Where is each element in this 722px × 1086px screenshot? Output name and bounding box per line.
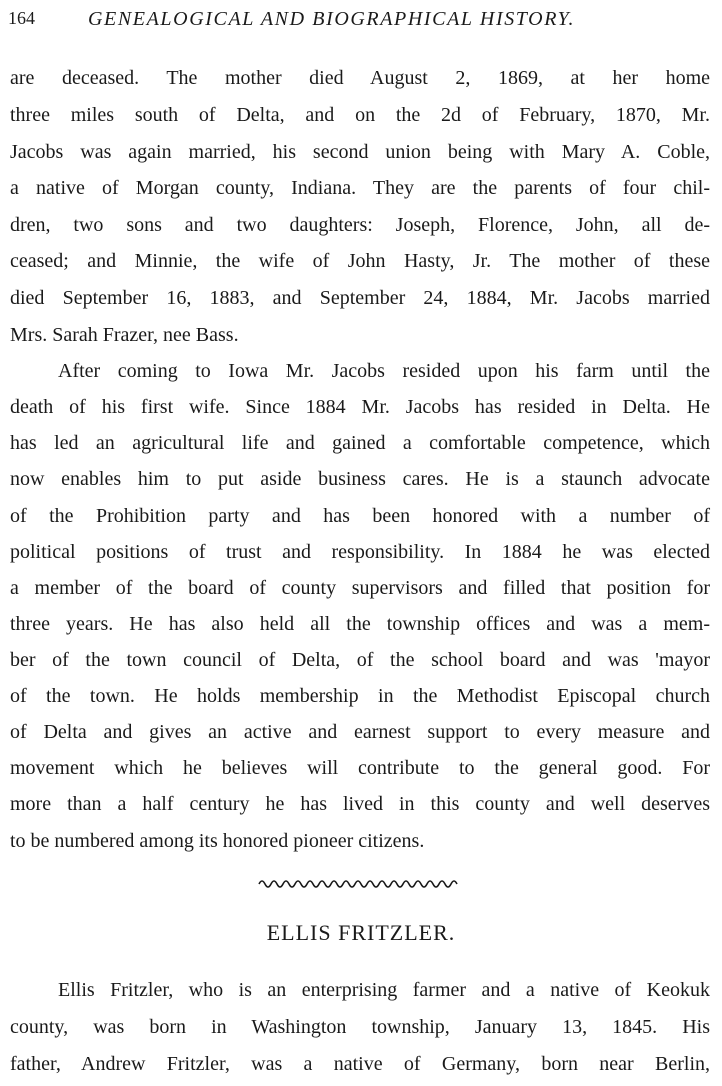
text-line: died September 16, 1883, and September 24, 1884, Mr. Jacobs married [10,287,710,309]
text-line: to be numbered among its honored pioneer citizens. [10,830,425,852]
text-line: movement which he believes will contribute to the general good. For [10,757,710,779]
text-line: county, was born in Washington township, January 13, 1845. His [10,1016,710,1038]
text-line: After coming to Iowa Mr. Jacobs resided upon his farm until the [58,360,710,382]
running-head: GENEALOGICAL AND BIOGRAPHICAL HISTORY. [88,8,576,30]
section-title: ELLIS FRITZLER. [266,920,456,945]
text-line: are deceased. The mother died August 2, 1869, at her home [10,67,710,89]
text-line: three miles south of Delta, and on the 2d of February, 1870, Mr. [10,104,710,126]
text-line: a native of Morgan county, Indiana. They are the parents of four chil- [10,177,710,199]
wavy-divider-ornament [258,876,460,892]
text-line: more than a half century he has lived in this county and well deserves [10,793,710,815]
text-line: a member of the board of county supervisors and filled that position for [10,577,710,599]
text-line: has led an agricultural life and gained a comfortable competence, which [10,432,710,454]
text-line: Ellis Fritzler, who is an enterprising farmer and a native of Keokuk [58,979,710,1001]
page-header [8,8,714,34]
text-line: dren, two sons and two daughters: Joseph, Florence, John, all de- [10,214,710,236]
text-line: now enables him to put aside business cares. He is a staunch advocate [10,468,710,490]
text-line: three years. He has also held all the township offices and was a mem- [10,613,710,635]
text-line: death of his first wife. Since 1884 Mr. Jacobs has resided in Delta. He [10,396,710,418]
text-line: Jacobs was again married, his second union being with Mary A. Coble, [10,141,710,163]
text-line: Mrs. Sarah Frazer, nee Bass. [10,324,239,346]
text-line: political positions of trust and responsibility. In 1884 he was elected [10,541,710,563]
text-line: of the town. He holds membership in the Methodist Episcopal church [10,685,710,707]
page-number: 164 [8,8,35,28]
text-line: of Delta and gives an active and earnest support to every measure and [10,721,710,743]
text-line: father, Andrew Fritzler, was a native of Germany, born near Berlin, [10,1053,710,1075]
text-line: ceased; and Minnie, the wife of John Hasty, Jr. The mother of these [10,250,710,272]
text-line: ber of the town council of Delta, of the school board and was 'mayor [10,649,710,671]
text-line: of the Prohibition party and has been honored with a number of [10,505,710,527]
